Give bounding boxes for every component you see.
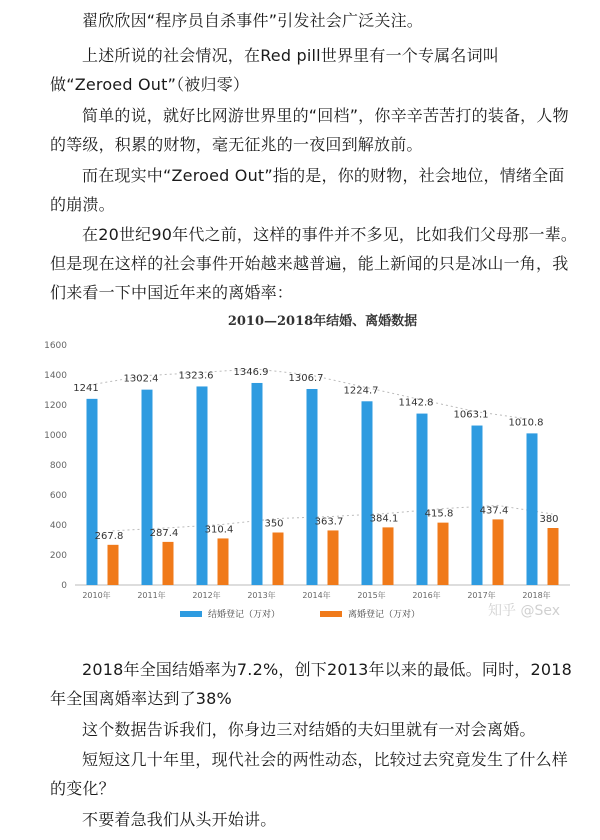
legend-label-divorce: 离婚登记（万对）	[348, 610, 421, 620]
divorce-bar	[383, 527, 394, 585]
legend-swatch-marriage	[180, 611, 202, 617]
legend-label-marriage: 结婚登记（万对）	[208, 610, 281, 620]
chart-title: 2010—2018年结婚、离婚数据	[227, 314, 418, 329]
x-tick-label: 2012年	[192, 591, 221, 600]
watermark: 知乎 @Sex	[488, 603, 560, 619]
legend-swatch-divorce	[320, 611, 342, 617]
y-tick-label: 1600	[44, 341, 67, 351]
paragraph-9: 不要着急我们从头开始讲。	[82, 810, 277, 829]
divorce-value-label: 363.7	[314, 516, 344, 528]
divorce-bar	[438, 523, 449, 585]
divorce-bar	[273, 533, 284, 586]
marriage-bar	[362, 401, 373, 585]
divorce-value-label: 415.8	[424, 508, 454, 520]
x-tick-label: 2013年	[247, 591, 276, 600]
divorce-value-label: 384.1	[369, 513, 399, 525]
marriage-value-label: 1010.8	[508, 417, 544, 429]
x-tick-label: 2014年	[302, 591, 331, 600]
divorce-bar	[328, 530, 339, 585]
marriage-bar	[527, 433, 538, 585]
paragraph-5: 在20世纪90年代之前，这样的事件并不多见，比如我们父母那一辈。但是现在这样的社会事件开始越来越普遍，能上新闻的只是冰山一角，我们来看一下中国近年来的离婚率：	[50, 225, 578, 302]
marriage-bar	[417, 414, 428, 585]
x-tick-label: 2016年	[412, 591, 441, 600]
marriage-value-label: 1323.6	[178, 370, 214, 382]
divorce-value-label: 350	[264, 518, 284, 530]
y-tick-label: 800	[49, 461, 67, 471]
y-tick-label: 200	[49, 551, 67, 561]
marriage-value-label: 1306.7	[288, 372, 324, 384]
marriage-value-label: 1302.4	[123, 373, 159, 385]
chart-svg	[30, 305, 580, 635]
divorce-bar	[218, 538, 229, 585]
divorce-value-label: 380	[539, 514, 559, 525]
marriage-bar	[252, 383, 263, 585]
divorce-value-label: 287.4	[149, 527, 179, 539]
y-tick-label: 1200	[44, 401, 67, 411]
divorce-bar	[493, 519, 504, 585]
divorce-value-label: 310.4	[204, 524, 234, 536]
paragraph-1: 翟欣欣因“程序员自杀事件”引发社会广泛关注。	[82, 11, 423, 30]
y-tick-label: 0	[61, 581, 67, 591]
y-tick-label: 1400	[44, 371, 67, 381]
x-tick-label: 2017年	[467, 591, 496, 600]
marriage-bar	[307, 389, 318, 585]
marriage-value-label: 1224.7	[343, 385, 379, 397]
paragraph-2: 上述所说的社会情况，在Red pill世界里有一个专属名词叫做“Zeroed Out”（被归零）	[50, 46, 499, 94]
y-tick-label: 600	[49, 491, 67, 501]
marriage-divorce-chart	[30, 305, 580, 635]
divorce-bar	[548, 528, 559, 585]
paragraph-3: 简单的说，就好比网游世界里的“回档”，你辛辛苦苦打的装备，人物的等级，积累的财物，毫无征兆的一夜回到解放前。	[50, 106, 569, 154]
paragraph-7: 这个数据告诉我们，你身边三对结婚的夫妇里就有一对会离婚。	[82, 720, 536, 739]
x-tick-label: 2010年	[82, 591, 111, 600]
divorce-bar	[108, 545, 119, 585]
x-tick-label: 2018年	[522, 591, 551, 600]
divorce-value-label: 437.4	[479, 505, 509, 517]
marriage-value-label: 1346.9	[233, 366, 269, 378]
divorce-value-label: 267.8	[94, 530, 124, 542]
paragraph-8: 短短这几十年里，现代社会的两性动态，比较过去究竟发生了什么样的变化？	[50, 750, 569, 798]
marriage-bar	[142, 390, 153, 585]
marriage-value-label: 1142.8	[398, 397, 434, 409]
paragraph-6: 2018年全国结婚率为7.2%，创下2013年以来的最低。同时，2018年全国离婚率达到了38%	[50, 660, 573, 708]
paragraph-4: 而在现实中“Zeroed Out”指的是，你的财物，社会地位，情绪全面的崩溃。	[50, 166, 565, 214]
y-tick-label: 1000	[44, 431, 67, 441]
divorce-bar	[163, 542, 174, 585]
x-tick-label: 2015年	[357, 591, 386, 600]
marriage-value-label: 1063.1	[453, 409, 489, 421]
y-tick-label: 400	[49, 521, 67, 531]
marriage-value-label: 1241	[73, 382, 99, 394]
x-tick-label: 2011年	[137, 591, 166, 600]
marriage-bar	[197, 386, 208, 585]
marriage-bar	[87, 399, 98, 585]
